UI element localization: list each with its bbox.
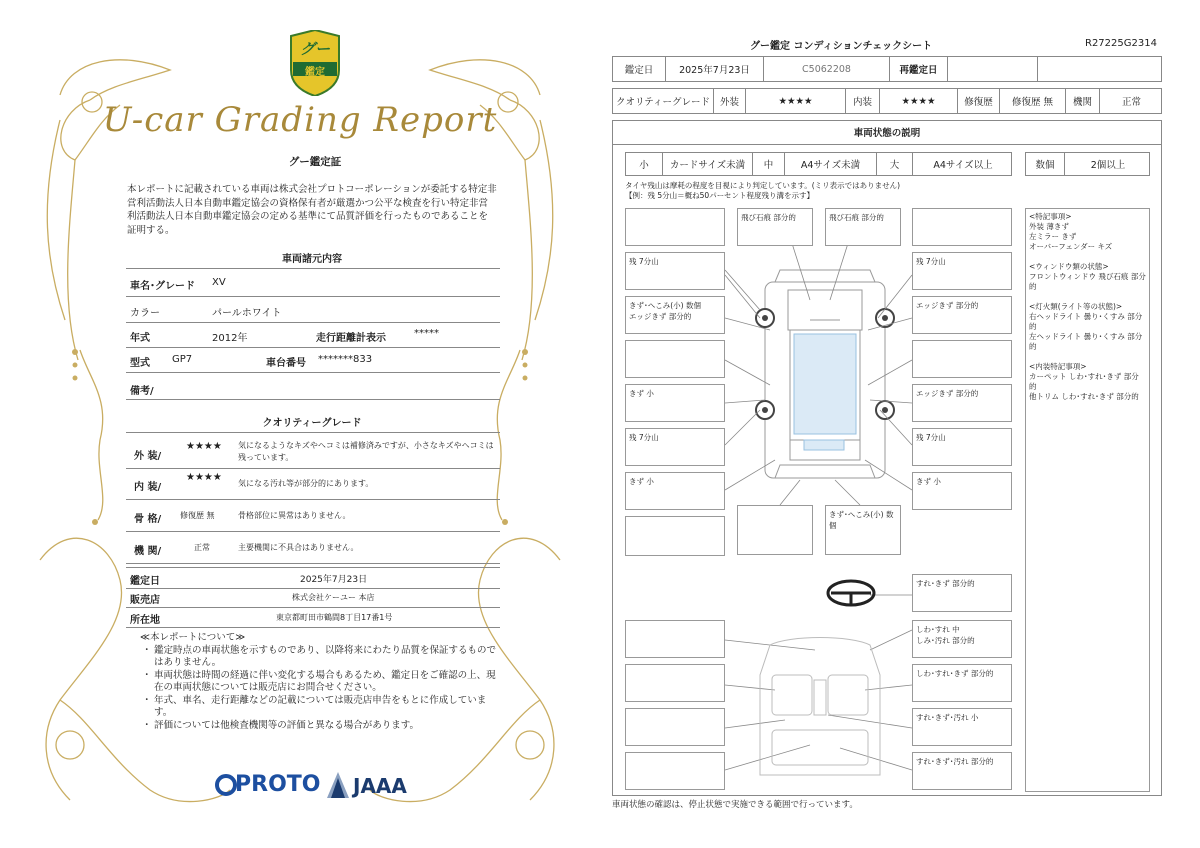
damage-box-left-front: きず･へこみ(小) 数個 エッジきず 部分的 — [625, 296, 725, 334]
damage-box-right-rear: エッジきず 部分的 — [912, 384, 1012, 422]
size-m-desc: A4サイズ未満 — [784, 153, 876, 175]
spec-remarks-label: 備考/ — [130, 386, 154, 397]
divider — [126, 268, 500, 269]
frame-text: 骨格部位に異常はありません。 — [238, 511, 351, 520]
size-s-desc: カードサイズ未満 — [662, 153, 752, 175]
spec-name-value: XV — [212, 277, 226, 288]
exterior-stars: ★★★★ — [186, 441, 222, 452]
shop-label: 販売店 — [130, 595, 160, 606]
reappraisal-label: 再鑑定日 — [889, 57, 947, 81]
report-title: U-car Grading Report — [102, 100, 498, 140]
damage-box-empty — [625, 516, 725, 556]
interior-stars: ★★★★ — [186, 472, 222, 483]
frame-value: 修復歴 無 — [180, 511, 215, 520]
exterior-text: 気になるようなキズやヘコミは補修済みですが、小さなキズやヘコミは残っています。 — [238, 441, 494, 462]
interior-box-3: すれ･きず･汚れ 小 — [912, 708, 1012, 746]
interior-box-empty — [625, 664, 725, 702]
interior-box-empty — [625, 708, 725, 746]
report-notes — [140, 632, 500, 732]
tire-note-2: 【例：残 5分山＝概ね50パーセント程度残り溝を示す】 — [625, 191, 815, 200]
spec-year-label: 年式 — [130, 333, 150, 344]
ext-label: 外装 — [713, 89, 745, 113]
damage-box-empty — [912, 340, 1012, 378]
quality-row-engine — [126, 532, 500, 564]
engine-label: 機関 — [1065, 89, 1099, 113]
interior-box-2: しわ･すれ･きず 部分的 — [912, 664, 1012, 702]
sheet-title: グー鑑定 コンディションチェックシート — [750, 41, 933, 52]
note-item: ・ 鑑定時点の車両状態を示すものであり、以降将来にわたり品質を保証するものではありません。 — [142, 644, 497, 668]
steering-wheel-icon — [825, 578, 877, 608]
footer-row-date — [126, 567, 500, 589]
spec-model-value: GP7 — [172, 354, 193, 365]
spec-heading: 車両諸元内容 — [282, 254, 342, 265]
appraisal-code: C5062208 — [763, 57, 889, 81]
count-desc: 2個以上 — [1064, 153, 1151, 175]
engine-text: 主要機関に不具合はありません。 — [238, 543, 359, 552]
exterior-label: 外 装/ — [134, 451, 162, 462]
int-label: 内装 — [845, 89, 879, 113]
quality-row-frame — [126, 500, 500, 532]
interior-label: 内 装/ — [134, 482, 162, 493]
quality-row-exterior — [126, 434, 500, 469]
damage-box-rear: きず･へこみ(小) 数個 — [825, 505, 901, 555]
damage-box-right-front: エッジきず 部分的 — [912, 296, 1012, 334]
spec-color-value: パールホワイト — [212, 308, 282, 319]
jaaa-logo-icon — [327, 772, 349, 798]
note-item: ・ 評価については他検査機関等の評価と異なる場合があります。 — [142, 719, 420, 731]
damage-box-empty — [737, 505, 813, 555]
spec-row-model — [126, 348, 500, 373]
spec-row-color — [126, 297, 500, 323]
spec-mileage-value: ***** — [414, 328, 439, 339]
interior-box-empty — [625, 752, 725, 790]
sheet-footer-note: 車両状態の確認は、停止状態で実施できる範囲で行っています。 — [612, 800, 858, 810]
notes-title: ≪本レポートについて≫ — [140, 632, 246, 643]
spec-year-value: 2012年 — [212, 333, 248, 344]
note-item: ・ 車両状態は時間の経過に伴い変化する場合もあるため、鑑定日をご確認の上、現在の車両状態については販売店にお問合せください。 — [142, 669, 496, 693]
engine-value: 正常 — [1099, 89, 1163, 113]
damage-box-front-left: 飛び石痕 部分的 — [737, 208, 813, 246]
size-l-desc: A4サイズ以上 — [912, 153, 1013, 175]
sheet-id: R27225G2314 — [1085, 38, 1157, 49]
engine-label: 機 関/ — [134, 546, 162, 557]
damage-box-empty — [912, 208, 1012, 246]
damage-box-empty — [625, 208, 725, 246]
condition-heading: 車両状態の説明 — [612, 120, 1162, 145]
damage-box-back-left: きず 小 — [625, 472, 725, 510]
address-label: 所在地 — [130, 615, 160, 626]
spec-name-label: 車名･グレード — [130, 281, 195, 292]
certificate-intro: 本レポートに記載されている車両は株式会社プロトコーポレーションが委託する特定非営利活動法人日本自動車鑑定協会の資格保有者が厳選かつ公平な検査を行い特定非営利活動法人日本自動車鑑定協会の定める基準にて品質評価を行ったものであることを証明する。 — [127, 184, 497, 236]
interior-box-1: しわ･すれ 中 しみ･汚れ 部分的 — [912, 620, 1012, 658]
spec-model-label: 型式 — [130, 358, 150, 369]
interior-text: 気になる汚れ等が部分的にあります。 — [238, 479, 374, 488]
tire-box-front-right: 残 7分山 — [912, 252, 1012, 290]
appraisal-date-label: 鑑定日 — [130, 576, 160, 587]
engine-value: 正常 — [194, 543, 210, 552]
condition-check-sheet — [600, 0, 1200, 848]
appraisal-date-value: 2025年7月23日 — [300, 575, 368, 585]
damage-box-back-right: きず 小 — [912, 472, 1012, 510]
spec-chassis-label: 車台番号 — [266, 358, 306, 369]
quality-row-interior — [126, 469, 500, 500]
frame-label: 骨 格/ — [134, 514, 162, 525]
tire-box-front-left: 残 7分山 — [625, 252, 725, 290]
spec-row-name — [126, 270, 500, 297]
goo-kantei-badge — [287, 30, 343, 96]
divider — [126, 432, 500, 433]
spec-mileage-label: 走行距離計表示 — [316, 333, 386, 344]
badge-top-text: グー — [299, 40, 330, 58]
interior-box-empty — [625, 620, 725, 658]
proto-logo-text: PROTO — [235, 772, 321, 797]
address-value: 東京都町田市鶴間8丁目17番1号 — [276, 613, 393, 622]
repair-value: 修復歴 無 — [999, 89, 1065, 113]
badge-bottom-text: 鑑定 — [305, 67, 325, 78]
footer-row-shop — [126, 588, 500, 608]
tire-note-1: タイヤ残山は摩耗の程度を目視により判定しています。(ミリ表示ではありません) — [625, 181, 901, 190]
date-value: 2025年7月23日 — [665, 57, 763, 81]
size-s: 小 — [639, 160, 649, 171]
size-m: 中 — [752, 153, 784, 175]
damage-box-empty — [625, 340, 725, 378]
proto-logo-icon — [215, 774, 237, 796]
spec-row-remarks — [126, 373, 500, 400]
count-label: 数個 — [1035, 160, 1055, 171]
date-label: 鑑定日 — [624, 65, 654, 76]
size-l: 大 — [876, 153, 912, 175]
note-item: ・ 年式、車名、走行距離などの記載については販売店申告をもとに作成しています。 — [142, 694, 487, 718]
spec-row-year — [126, 323, 500, 348]
grade-label: クオリティーグレード — [615, 97, 711, 108]
special-notes: <特記事項> 外装 薄きず 左ミラー きず オーバーフェンダー キズ <ウィンドウ類の状態> フロントウィンドウ 飛び石痕 部分的 <灯火類(ライト等の状態)> 右ヘッドライト 曇り･くすみ 部分的 左ヘッドライト 曇り･くすみ 部分的 <内装特記事項> カーペット しわ･すれ･きず 部分的 他トリム しわ･すれ･きず 部分的 — [1025, 208, 1150, 792]
spec-chassis-value: *******833 — [318, 354, 373, 365]
damage-box-left-rear: きず 小 — [625, 384, 725, 422]
interior-box-steering: すれ･きず 部分的 — [912, 574, 1012, 612]
shop-value: 株式会社ケーユー 本店 — [292, 593, 375, 602]
ext-stars: ★★★★ — [745, 89, 845, 113]
interior-box-4: すれ･きず･汚れ 部分的 — [912, 752, 1012, 790]
int-stars: ★★★★ — [879, 89, 957, 113]
jaaa-logo-text: JAAA — [353, 774, 407, 798]
damage-box-front-right: 飛び石痕 部分的 — [825, 208, 901, 246]
spec-color-label: カラー — [130, 308, 160, 319]
footer-row-address — [126, 608, 500, 628]
tire-box-rear-right: 残 7分山 — [912, 428, 1012, 466]
certificate-title: グー鑑定証 — [288, 156, 342, 168]
repair-label: 修復歴 — [957, 89, 999, 113]
quality-heading: クオリティーグレード — [262, 418, 362, 429]
tire-box-rear-left: 残 7分山 — [625, 428, 725, 466]
car-interior-icon — [750, 635, 890, 785]
